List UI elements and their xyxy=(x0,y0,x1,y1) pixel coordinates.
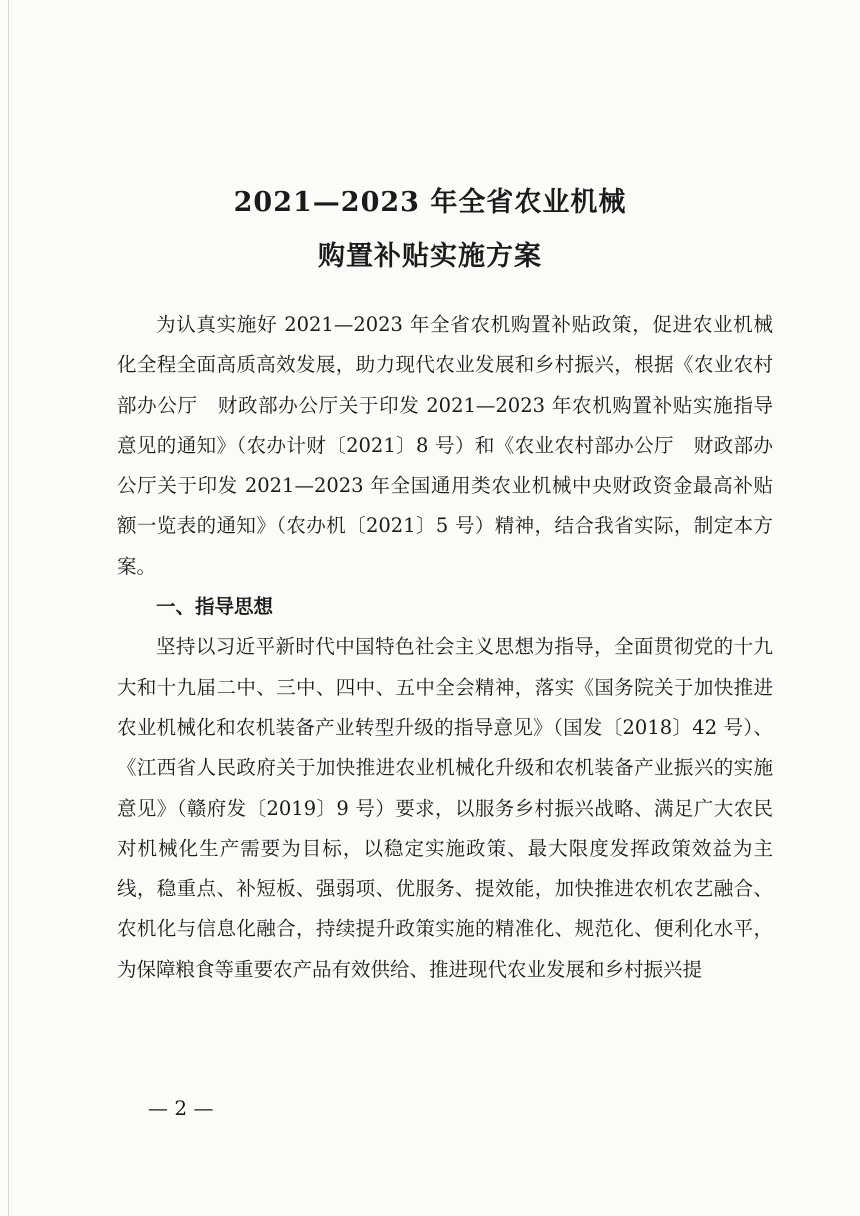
document-title-line-2: 购置补贴实施方案 xyxy=(318,241,542,272)
intro-paragraph: 为认真实施好 2021—2023 年全省农机购置补贴政策，促进农业机械化全程全面高质高效发展，助力现代农业发展和乡村振兴，根据《农业农村部办公厅 财政部办公厅关于印发 2021—2023 年农机购置补贴实施指导意见的通知》（农办计财〔2021〕8 号）和《农业农村部办公厅 财政部办公厅关于印发 2021—2023 年全国通用类农业机械中央财政资金最高补贴额一览表的通知》（农办机〔2021〕5 号）精神，结合我省实际，制定本方案。 xyxy=(117,313,773,578)
guiding-ideology-paragraph: 坚持以习近平新时代中国特色社会主义思想为指导，全面贯彻党的十九大和十九届二中、三中、四中、五中全会精神，落实《国务院关于加快推进农业机械化和农机装备产业转型升级的指导意见》（国发〔2018〕42 号）、《江西省人民政府关于加快推进农业机械化升级和农机装备产业振兴的实施意见》（赣府发〔2019〕9 号）要求，以服务乡村振兴战略、满足广大农民对机械化生产需要为目标，以稳定实施政策、最大限度发挥政策效益为主线，稳重点、补短板、强弱项、优服务、提效能，加快推进农机农艺融合、农机化与信息化融合，持续提升政策实施的精准化、规范化、便利化水平，为保障粮食等重要农产品有效供给、推进现代农业发展和乡村振兴提 xyxy=(117,635,773,981)
page-number: — 2 — xyxy=(148,1096,214,1120)
document-body xyxy=(117,305,773,990)
scan-edge-line xyxy=(8,0,9,1216)
section-heading-guiding-ideology: 一、指导思想 xyxy=(156,595,274,619)
document-title-line-1: 2021—2023 年全省农业机械 xyxy=(233,187,627,218)
